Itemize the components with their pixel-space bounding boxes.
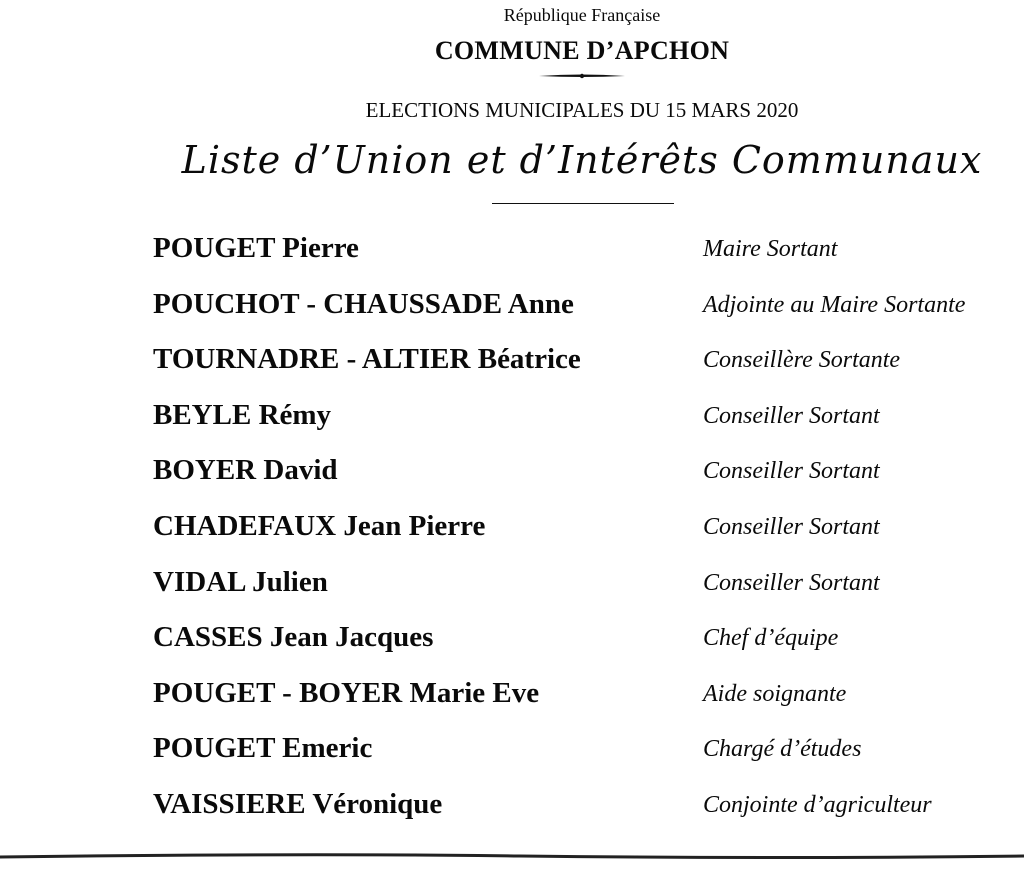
candidate-name: CHADEFAUX Jean Pierre — [153, 509, 486, 542]
candidate-role: Aide soignante — [703, 680, 847, 707]
candidate-role: Conseiller Sortant — [703, 513, 880, 540]
candidate-role: Adjointe au Maire Sortante — [703, 291, 966, 318]
candidate-role: Conseiller Sortant — [703, 458, 880, 485]
elections-subtitle: ELECTIONS MUNICIPALES DU 15 MARS 2020 — [365, 98, 799, 122]
candidate-role: Maire Sortant — [703, 236, 838, 262]
candidate-role: Chef d’équipe — [703, 625, 839, 652]
candidate-row — [0, 220, 1024, 276]
candidate-row — [0, 609, 1024, 665]
candidate-role: Conseiller Sortant — [703, 569, 880, 596]
candidate-row — [0, 498, 1024, 554]
candidate-role: Chargé d’études — [703, 736, 862, 763]
candidate-name: BEYLE Rémy — [153, 398, 332, 431]
candidate-name: POUGET Pierre — [153, 232, 359, 264]
candidate-name: POUCHOT - CHAUSSADE Anne — [153, 287, 574, 320]
candidate-row — [0, 776, 1024, 832]
candidate-row — [0, 442, 1024, 498]
liste-title: Liste d’Union et d’Intérêts Communaux — [181, 138, 983, 182]
candidate-role: Conseillère Sortante — [703, 347, 901, 374]
candidate-row — [0, 331, 1024, 387]
candidate-row — [0, 387, 1024, 443]
candidate-name: POUGET Emeric — [153, 732, 373, 765]
candidate-name: VAISSIERE Véronique — [153, 787, 443, 820]
candidate-row — [0, 276, 1024, 332]
republique-francaise-heading: République Française — [503, 5, 661, 25]
candidate-list — [0, 220, 1024, 832]
candidate-name: TOURNADRE - ALTIER Béatrice — [153, 343, 581, 376]
candidate-name: BOYER David — [153, 454, 338, 487]
page-bottom-edge — [0, 848, 1024, 864]
candidate-name: CASSES Jean Jacques — [153, 621, 434, 654]
candidate-row — [0, 720, 1024, 776]
commune-title: COMMUNE D’APCHON — [434, 36, 730, 65]
title-ornament — [537, 70, 627, 82]
title-divider — [492, 203, 674, 204]
candidate-row — [0, 554, 1024, 610]
candidate-name: VIDAL Julien — [153, 565, 328, 598]
candidate-row — [0, 665, 1024, 721]
candidate-name: POUGET - BOYER Marie Eve — [153, 676, 540, 709]
candidate-role: Conjointe d’agriculteur — [703, 791, 932, 818]
candidate-role: Conseiller Sortant — [703, 402, 880, 429]
